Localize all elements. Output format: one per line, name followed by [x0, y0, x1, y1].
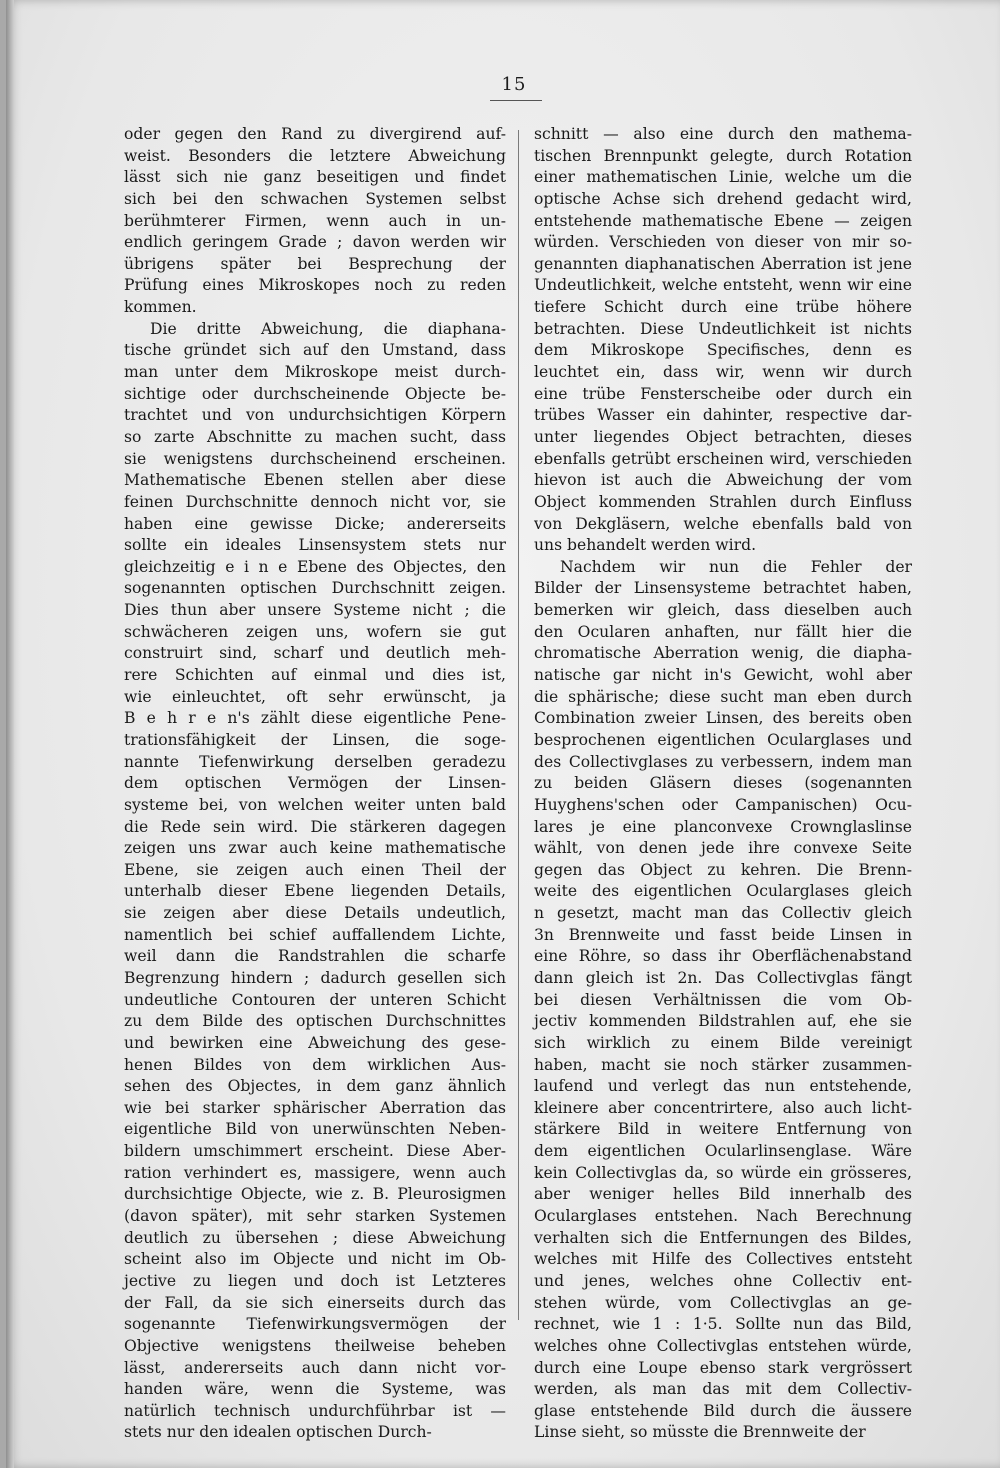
text-line: Die dritte Abweichung, die diaphana- — [150, 319, 506, 338]
text-line: Mathematische Ebenen stellen aber diese — [124, 471, 506, 490]
text-line: stärkere Bild in weitere Entfernung von — [534, 1120, 912, 1139]
text-line: bildern umschimmert erscheint. Diese Aber- — [124, 1142, 506, 1161]
text-line: die Rede sein wird. Die stärkeren dagegen — [124, 817, 506, 836]
text-line: haben eine gewisse Dicke; andererseits — [124, 514, 506, 533]
page-number-rule — [490, 100, 542, 101]
text-line: Ebene, sie zeigen auch einen Theil der — [124, 860, 506, 879]
text-line: berühmterer Firmen, wenn auch in un- — [124, 211, 506, 230]
text-line: kein Collectivglas da, so würde ein grösseres, — [534, 1163, 912, 1182]
text-line: lässt, andererseits auch dann nicht vor- — [124, 1358, 506, 1377]
text-line: uns behandelt werden wird. — [534, 536, 757, 555]
text-line: zu beiden Gläsern dieses (sogenannten — [534, 774, 912, 793]
column-divider — [518, 130, 519, 1320]
right-text-column — [534, 124, 912, 1444]
text-line: wie bei starker sphärischer Aberration das — [124, 1098, 506, 1117]
text-line: scheint also im Objecte und nicht im Ob- — [124, 1250, 506, 1269]
text-line: Begrenzung hindern ; dadurch gesellen sich — [124, 968, 506, 987]
text-line: betrachten. Diese Undeutlichkeit ist nichts — [534, 319, 912, 338]
text-line: rechnet, wie 1 : 1·5. Sollte nun das Bild, — [534, 1315, 912, 1334]
text-line: handen wäre, wenn die Systeme, was — [124, 1380, 506, 1399]
text-line: einer mathematischen Linie, welche um die — [534, 168, 912, 187]
text-line: kleinere aber concentrirtere, also auch licht- — [534, 1098, 912, 1117]
text-line: Combination zweier Linsen, des bereits oben — [534, 709, 912, 728]
text-line: natische gar nicht in's Gewicht, wohl aber — [534, 666, 912, 685]
text-line: dem Mikroskope Specifisches, denn es — [534, 341, 912, 360]
left-text-column — [124, 124, 506, 1444]
text-line: schnitt — also eine durch den mathema- — [534, 125, 912, 143]
text-line: construirt sind, scharf und deutlich meh- — [124, 644, 506, 663]
text-line: lares je eine planconvexe Crownglaslinse — [534, 817, 912, 836]
text-line: endlich geringem Grade ; davon werden wir — [124, 233, 506, 252]
text-line: eigentliche Bild von unerwünschten Neben- — [124, 1120, 506, 1139]
text-line: n gesetzt, macht man das Collectiv gleich — [534, 904, 912, 923]
text-line: namentlich bei schief auffallendem Lichte, — [124, 925, 506, 944]
text-line: gleichzeitig e i n e Ebene des Objectes, den — [124, 557, 506, 576]
text-line: Prüfung eines Mikroskopes noch zu reden — [124, 276, 506, 295]
text-line: feinen Durchschnitte dennoch nicht vor, sie — [124, 492, 506, 511]
text-line: werden, als man das mit dem Collectiv- — [534, 1380, 912, 1399]
text-line: trachtet und von undurchsichtigen Körpern — [124, 406, 506, 425]
text-line: 3n Brennweite und fasst beide Linsen in — [534, 925, 912, 944]
text-line: ebenfalls getrübt erscheinen wird, verschieden — [534, 449, 912, 468]
text-line: sich bei den schwachen Systemen selbst — [124, 189, 506, 208]
text-line: so zarte Abschnitte zu machen sucht, dass — [124, 427, 506, 446]
text-line: weite des eigentlichen Ocularglases gleich — [534, 882, 912, 901]
text-line: henen Bildes von dem wirklichen Aus- — [124, 1055, 506, 1074]
text-line: dem optischen Vermögen der Linsen- — [124, 774, 506, 793]
text-line: welches mit Hilfe des Collectives entsteht — [534, 1250, 912, 1269]
text-line: aber weniger helles Bild innerhalb des — [534, 1185, 912, 1204]
book-page — [6, 0, 1000, 1468]
text-line: wie einleuchtet, oft sehr erwünscht, ja — [124, 687, 506, 706]
text-line: weist. Besonders die letztere Abweichung — [124, 146, 506, 165]
text-line: verhalten sich die Entfernungen des Bildes, — [534, 1228, 912, 1247]
text-line: oder gegen den Rand zu divergirend auf- — [124, 125, 506, 143]
text-line: bemerken wir gleich, dass dieselben auch — [534, 601, 912, 620]
text-line: tiefere Schicht durch eine trübe höhere — [534, 298, 912, 317]
text-line: trationsfähigkeit der Linsen, die soge- — [124, 730, 506, 749]
text-line: eine trübe Fensterscheibe oder durch ein — [534, 384, 912, 403]
text-line: man unter dem Mikroskope meist durch- — [124, 363, 506, 382]
text-line: bei diesen Verhältnissen die vom Ob- — [534, 990, 912, 1009]
text-line: Dies thun aber unsere Systeme nicht ; die — [124, 601, 506, 620]
text-line: undeutliche Contouren der unteren Schicht — [124, 990, 506, 1009]
text-line: zu dem Bilde des optischen Durchschnittes — [124, 1012, 506, 1031]
text-line: glase entstehende Bild durch die äussere — [534, 1401, 912, 1420]
text-line: Bilder der Linsensysteme betrachtet haben, — [534, 579, 912, 598]
text-line: rere Schichten auf einmal und dies ist, — [124, 666, 506, 685]
text-line: optische Achse sich drehend gedacht wird, — [534, 189, 912, 208]
text-line: nannte Tiefenwirkung derselben geradezu — [124, 752, 506, 771]
text-line: leuchtet ein, dass wir, wenn wir durch — [534, 363, 912, 382]
text-line: von Dekgläsern, welche ebenfalls bald von — [534, 514, 912, 533]
text-line: und jenes, welches ohne Collectiv ent- — [534, 1271, 912, 1290]
text-line: laufend und verlegt das nun entstehende, — [534, 1077, 912, 1096]
text-line: genannten diaphanatischen Aberration ist jene — [534, 254, 912, 273]
text-line: B e h r e n's zählt diese eigentliche Pene- — [124, 709, 506, 728]
text-line: natürlich technisch undurchführbar ist — — [124, 1401, 506, 1420]
text-line: ration verhindert es, massigere, wenn auch — [124, 1163, 506, 1182]
text-line: jective zu liegen und doch ist Letzteres — [124, 1271, 506, 1290]
text-line: unter liegendes Object betrachten, dieses — [534, 427, 912, 446]
text-line: durchsichtige Objecte, wie z. B. Pleurosigmen — [124, 1185, 506, 1204]
text-line: die sphärische; diese sucht man eben durch — [534, 687, 912, 706]
text-line: stets nur den idealen optischen Durch- — [124, 1423, 432, 1442]
text-line: kommen. — [124, 298, 197, 317]
text-line: durch eine Loupe ebenso stark vergrössert — [534, 1358, 912, 1377]
text-line: sehen des Objectes, in dem ganz ähnlich — [124, 1077, 506, 1096]
text-line: wählt, von denen jede ihre convexe Seite — [534, 839, 912, 858]
text-line: entstehende mathematische Ebene — zeigen — [534, 211, 912, 230]
text-line: dem eigentlichen Ocularlinsenglase. Wäre — [534, 1142, 912, 1161]
text-line: den Ocularen anhaften, nur fällt hier die — [534, 622, 912, 641]
text-line: sogenannte Tiefenwirkungsvermögen der — [124, 1315, 506, 1334]
page-binding-edge — [6, 0, 14, 1468]
text-line: sie wenigstens durchscheinend erscheinen. — [124, 449, 506, 468]
text-line: gegen das Object zu kehren. Die Brenn- — [534, 860, 912, 879]
text-line: jectiv kommenden Bildstrahlen auf, ehe sie — [534, 1012, 912, 1031]
text-line: stehen würde, vom Collectivglas an ge- — [534, 1293, 912, 1312]
text-line: hievon ist auch die Abweichung der vom — [534, 471, 912, 490]
text-line: Huyghens'schen oder Campanischen) Ocu- — [534, 795, 912, 814]
text-line: würden. Verschieden von dieser von mir so- — [534, 233, 912, 252]
page-number: 15 — [501, 74, 527, 95]
text-line: systeme bei, von welchen weiter unten bald — [124, 795, 506, 814]
text-line: Undeutlichkeit, welche entsteht, wenn wir eine — [534, 276, 912, 295]
text-line: chromatische Aberration wenig, die diapha- — [534, 644, 912, 663]
text-line: eine Röhre, so dass ihr Oberflächenabstand — [534, 947, 912, 966]
text-line: dann gleich ist 2n. Das Collectivglas fängt — [534, 968, 912, 987]
text-line: tischen Brennpunkt gelegte, durch Rotation — [534, 146, 912, 165]
text-line: unterhalb dieser Ebene liegenden Details, — [124, 882, 506, 901]
text-line: haben, macht sie noch stärker zusammen- — [534, 1055, 912, 1074]
text-line: der Fall, da sie sich einerseits durch das — [124, 1293, 506, 1312]
text-line: welches ohne Collectivglas entstehen würde, — [534, 1336, 912, 1355]
text-line: Object kommenden Strahlen durch Einfluss — [534, 492, 912, 511]
text-line: besprochenen eigentlichen Ocularglases und — [534, 730, 912, 749]
text-line: Nachdem wir nun die Fehler der — [560, 557, 912, 576]
text-line: Ocularglases entstehen. Nach Berechnung — [534, 1207, 912, 1226]
text-line: weil dann die Randstrahlen die scharfe — [124, 947, 506, 966]
text-line: sich wirklich zu einem Bilde vereinigt — [534, 1033, 912, 1052]
text-line: zeigen uns zwar auch keine mathematische — [124, 839, 506, 858]
text-line: Objective wenigstens theilweise beheben — [124, 1336, 506, 1355]
text-line: schwächeren zeigen uns, wofern sie gut — [124, 622, 506, 641]
text-line: übrigens später bei Besprechung der — [124, 254, 506, 273]
text-line: sie zeigen aber diese Details undeutlich, — [124, 904, 506, 923]
text-line: des Collectivglases zu verbessern, indem man — [534, 752, 912, 771]
text-line: sichtige oder durchscheinende Objecte be- — [124, 384, 506, 403]
text-line: Linse sieht, so müsste die Brennweite der — [534, 1423, 866, 1442]
text-line: deutlich zu übersehen ; diese Abweichung — [124, 1228, 506, 1247]
text-line: tische gründet sich auf den Umstand, dass — [124, 341, 506, 360]
text-line: lässt sich nie ganz beseitigen und findet — [124, 168, 506, 187]
text-line: sogenannten optischen Durchschnitt zeigen. — [124, 579, 506, 598]
text-line: trübes Wasser ein dahinter, respective dar- — [534, 406, 912, 425]
text-line: (davon später), mit sehr starken Systemen — [124, 1207, 506, 1226]
text-line: sollte ein ideales Linsensystem stets nur — [124, 536, 506, 555]
text-line: und bewirken eine Abweichung des gese- — [124, 1033, 506, 1052]
